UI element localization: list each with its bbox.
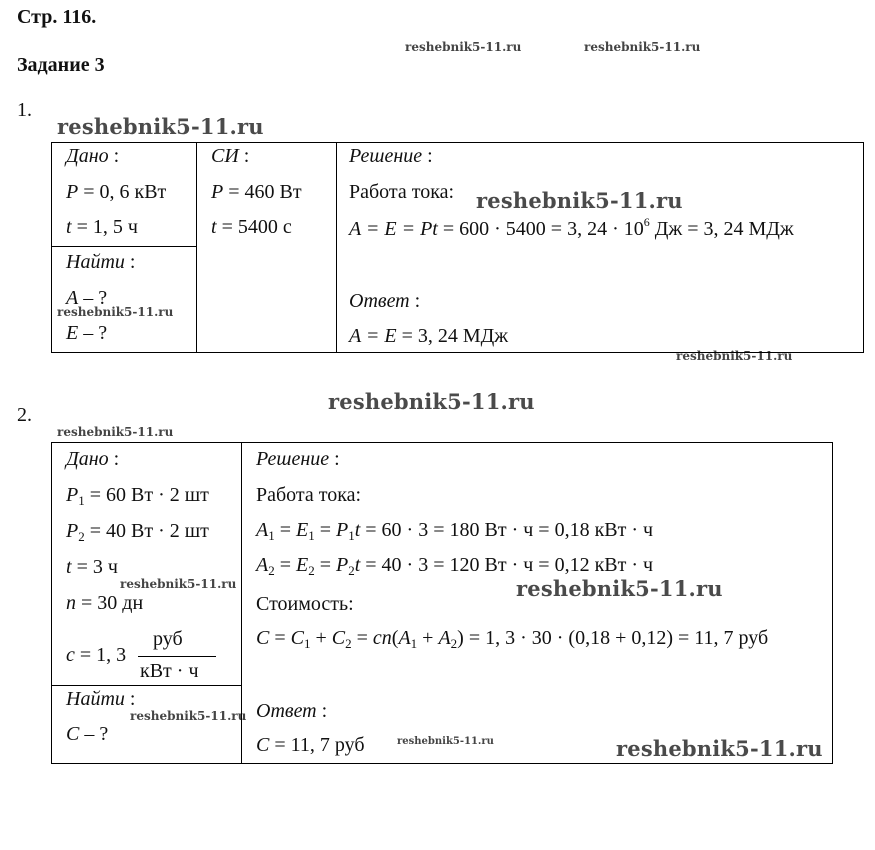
solution-header: Решение : [349,145,433,167]
given-header: Дано : [66,448,120,470]
problem1-table [51,142,864,353]
work-line-2: $A_2 = E_2 = P_2t = 40 \cdot 3 = 120$ Вт · ч = 0,12 кВт · ч [256,554,654,578]
watermark: reshebnik5-11.ru [405,40,522,54]
given-p1: $P_1 = 60$ Вт · 2 шт [66,484,209,508]
find-cost: C – ? [66,723,109,745]
find-energy: E – ? [66,322,108,344]
task-title: Задание 3 [17,54,105,76]
cost-formula: $C = C_1 + C_2 = cn(A_1 + A_2) = 1$, 3 · 30 · (0,18 + 0,12) = 11, 7 руб [256,627,769,651]
given-power: P = 0, 6 кВт [66,181,167,203]
watermark: reshebnik5-11.ru [57,114,264,139]
given-p2: $P_2 = 40$ Вт · 2 шт [66,520,209,544]
watermark: reshebnik5-11.ru [130,709,247,723]
divider [196,142,197,353]
watermark: reshebnik5-11.ru [57,305,174,319]
find-work: A – ? [66,287,108,309]
answer-value: A = E = 3, 24 МДж [349,325,509,347]
si-power: P = 460 Вт [211,181,302,203]
divider [51,685,242,686]
solution-formula: A = E = Pt = 600 · 5400 = 3, $24 \cdot 10^6$ Дж = 3, 24 МДж [349,215,794,240]
watermark: reshebnik5-11.ru [584,40,701,54]
si-time: t = 5400 с [211,216,292,238]
watermark: reshebnik5-11.ru [328,389,535,414]
watermark: reshebnik5-11.ru [397,736,494,747]
problem-number: 1. [17,99,32,121]
price-numerator: руб [153,628,183,650]
solution-header: Решение : [256,448,340,470]
watermark: reshebnik5-11.ru [57,425,174,439]
divider [241,442,242,764]
problem-number: 2. [17,404,32,426]
cost-label: Стоимость: [256,593,354,615]
page-title: Стр. 116. [17,6,97,28]
divider [336,142,337,353]
watermark: reshebnik5-11.ru [120,577,237,591]
given-price: c = 1, 3 [66,644,127,666]
given-time: t = 1, 5 ч [66,216,138,238]
divider [51,246,197,247]
find-header: Найти : [66,251,136,273]
answer-header: Ответ : [256,700,328,722]
answer-header: Ответ : [349,290,421,312]
given-header: Дано : [66,145,120,167]
watermark: reshebnik5-11.ru [516,576,723,601]
work-label: Работа тока: [256,484,362,506]
given-time: t = 3 ч [66,556,118,578]
given-days: n = 30 дн [66,592,144,614]
find-header: Найти : [66,688,136,710]
work-label: Работа тока: [349,181,455,203]
fraction-line [138,656,216,657]
watermark: reshebnik5-11.ru [676,349,793,363]
watermark: reshebnik5-11.ru [476,188,683,213]
watermark: reshebnik5-11.ru [616,736,823,761]
price-denominator: кВт · ч [140,660,199,682]
si-header: СИ : [211,145,250,167]
answer-value: C = 11, 7 руб [256,734,365,756]
work-line-1: $A_1 = E_1 = P_1t = 60 \cdot 3 = 180$ Вт · ч = 0,18 кВт · ч [256,519,654,543]
